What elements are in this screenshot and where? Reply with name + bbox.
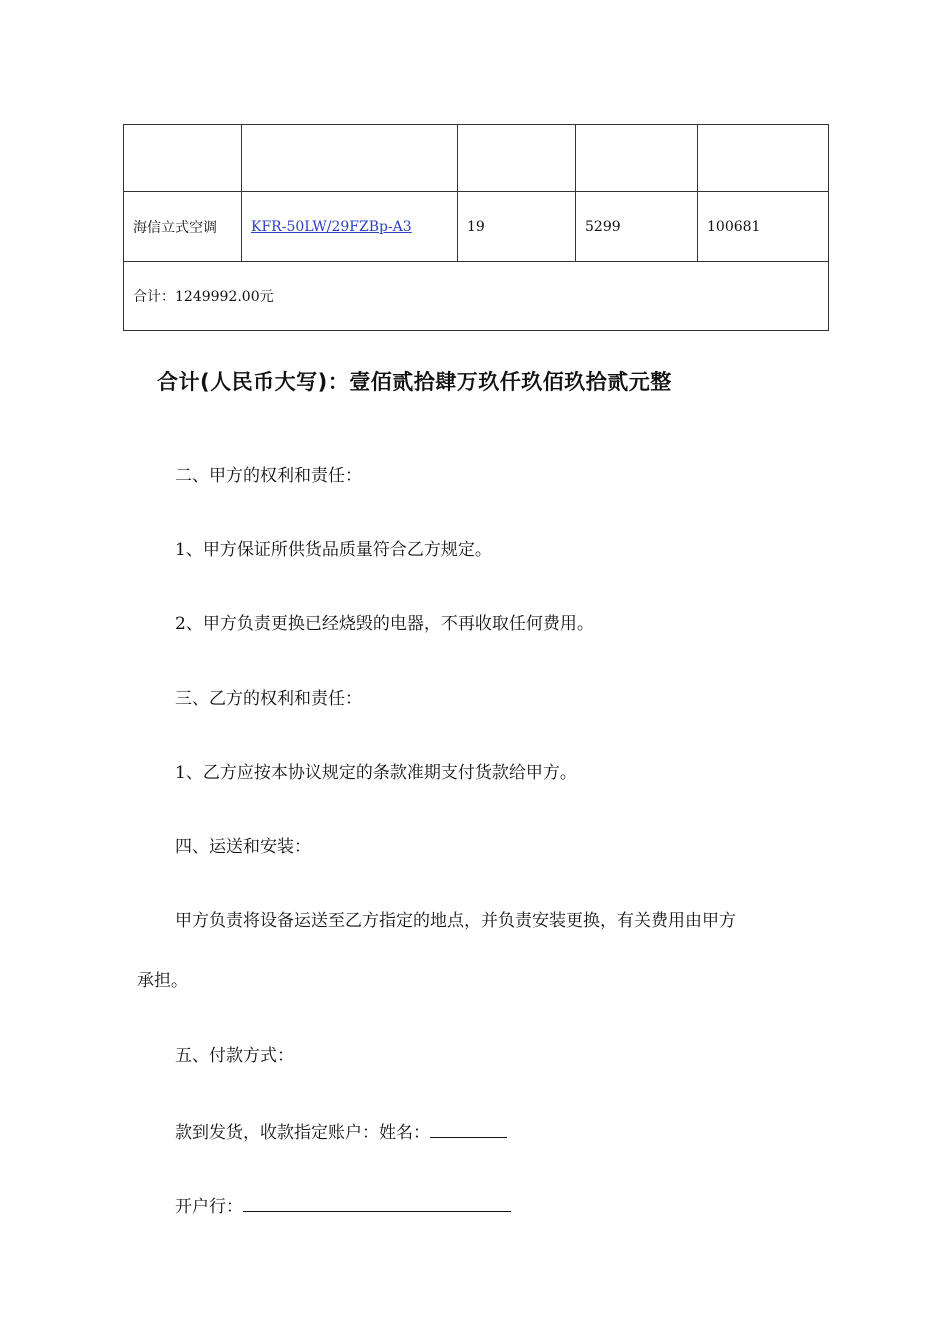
item-quantity: 19	[458, 192, 576, 262]
table-cell	[576, 125, 698, 192]
bank-name-blank[interactable]	[243, 1195, 511, 1212]
section-3-item-1: 1、乙方应按本协议规定的条款准期支付货款给甲方。	[175, 763, 577, 783]
total-capital: 合计(人民币大写)：壹佰贰拾肆万玖仟玖佰玖拾贰元整	[157, 370, 672, 394]
section-2-item-1: 1、甲方保证所供货品质量符合乙方规定。	[175, 540, 492, 560]
item-name: 海信立式空调	[124, 192, 242, 262]
section-2-title: 二、甲方的权利和责任：	[175, 466, 362, 486]
section-4-title: 四、运送和安装：	[175, 837, 311, 857]
table-total: 合计：1249992.00元	[124, 262, 829, 331]
table-cell	[242, 125, 458, 192]
section-2-item-2: 2、甲方负责更换已经烧毁的电器，不再收取任何费用。	[175, 614, 594, 634]
account-name-blank[interactable]	[430, 1121, 507, 1138]
item-model-link[interactable]: KFR-50LW/29FZBp-A3	[251, 218, 412, 235]
table-cell	[698, 125, 829, 192]
table-row	[124, 192, 829, 262]
item-model-cell	[242, 192, 458, 262]
table-row	[124, 125, 829, 192]
table-cell	[458, 125, 576, 192]
section-4-text: 甲方负责将设备运送至乙方指定的地点，并负责安装更换，有关费用由甲方	[175, 911, 736, 931]
table-row	[124, 262, 829, 331]
bank-line	[175, 1195, 511, 1217]
section-4-text-cont: 承担。	[137, 971, 188, 991]
section-3-title: 三、乙方的权利和责任：	[175, 689, 362, 709]
payment-line	[175, 1121, 507, 1143]
table-cell	[124, 125, 242, 192]
section-5-title: 五、付款方式：	[175, 1046, 294, 1066]
payment-text: 款到发货，收款指定账户：姓名：	[175, 1123, 430, 1143]
item-amount: 100681	[698, 192, 829, 262]
bank-text: 开户行：	[175, 1197, 243, 1217]
item-unit-price: 5299	[576, 192, 698, 262]
goods-table	[123, 124, 829, 331]
